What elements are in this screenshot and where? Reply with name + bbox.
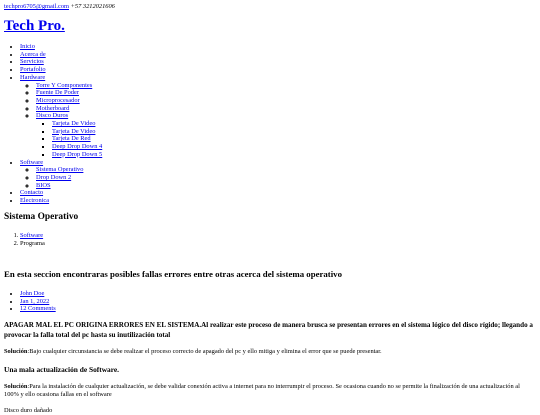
nav-item-contacto[interactable]: Contacto <box>20 189 44 197</box>
nav-subitem-fuente[interactable]: Fuente De Poder <box>36 89 79 97</box>
nav-subitem-sistema-operativo[interactable]: Sistema Operativo <box>36 166 84 174</box>
breadcrumb-current: Programa <box>20 239 45 247</box>
nav-item-electronica[interactable]: Electronica <box>20 197 50 205</box>
solution-text-2: :Para la instalación de cualquier actualización, se debe validar conexión activa a internet para no interrumpir el proceso. Se ocasiona cuando no se permite la finalización de una actualización al 100% y ello ocasiona fallas en el software <box>4 382 520 398</box>
nav-subitem-torre[interactable]: Torre Y Componentes <box>36 81 93 89</box>
nav-subitem-microprocesador[interactable]: Microprocesador <box>36 96 80 104</box>
nav-item-inicio[interactable]: Inicio <box>20 43 35 50</box>
post-content <box>4 321 536 415</box>
disco-submenu <box>36 120 102 159</box>
nav-item-software[interactable]: Software <box>20 158 44 166</box>
logo-link[interactable]: Tech Pro. <box>4 18 65 34</box>
section-heading: Una mala actualización de Software. <box>4 364 120 374</box>
nav-subitem-bios[interactable]: BIOS <box>36 181 51 189</box>
nav-item-hardware[interactable]: Hardware <box>20 73 46 81</box>
post-title: En esta seccion encontraras posibles fallas errores entre otras acerca del sistema operativo <box>4 269 342 279</box>
solution-paragraph-2 <box>4 383 536 400</box>
nav-subitem-motherboard[interactable]: Motherboard <box>36 104 70 112</box>
email-link[interactable]: techpro6705@gmail.com <box>4 3 69 10</box>
main-navigation <box>4 43 102 205</box>
nav-item-acerca[interactable]: Acerca de <box>20 50 46 58</box>
site-logo[interactable] <box>4 17 65 35</box>
nav-item-servicios[interactable]: Servicios <box>20 58 44 66</box>
solution-label-1: Solución <box>4 348 28 355</box>
breadcrumb <box>4 232 45 247</box>
lead-paragraph: APAGAR MAL EL PC ORIGINA ERRORES EN EL SISTEMA.Al realizar este proceso de manera brusca se presentan errores en el sistema lógico del disco rígido; llegando a provocar la falla total del pc hasta su inutilización total <box>4 321 533 339</box>
software-submenu <box>20 166 102 189</box>
phone-number: +57 3212021606 <box>70 3 115 10</box>
breadcrumb-software[interactable]: Software <box>20 232 44 239</box>
solution-text-1: :Bajo cualquier circunstancia se debe realizar el proceso correcto de apagado del pc y ello mitiga y elimina el error que se puede presentar. <box>27 348 382 355</box>
hardware-submenu <box>20 82 102 159</box>
nav-deep-item-5[interactable]: Deep Drop Down 5 <box>52 150 103 158</box>
nav-subitem-disco-duros[interactable]: Disco Duros <box>36 112 69 120</box>
top-contact-bar <box>4 3 115 11</box>
nav-deep-item-4[interactable]: Deep Drop Down 4 <box>52 143 103 151</box>
page-title: Sistema Operativo <box>4 212 79 222</box>
post-date-link[interactable]: Jan 1, 2022 <box>20 297 50 305</box>
nav-deep-item-1[interactable]: Tarjeta De Video <box>52 120 96 128</box>
post-comments-link[interactable]: 12 Comments <box>20 305 56 313</box>
nav-deep-item-2[interactable]: Tarjeta De Video <box>52 127 96 135</box>
partial-paragraph: Disco duro dañado <box>4 407 53 415</box>
nav-deep-item-3[interactable]: Tarjeta De Red <box>52 135 91 143</box>
nav-subitem-drop-down-2[interactable]: Drop Down 2 <box>36 173 72 181</box>
post-meta <box>4 290 56 313</box>
solution-label-2: Solución <box>4 382 28 390</box>
solution-paragraph-1 <box>4 348 536 356</box>
post-author-link[interactable]: John Doe <box>20 290 45 297</box>
nav-item-portafolio[interactable]: Portafolio <box>20 66 46 74</box>
